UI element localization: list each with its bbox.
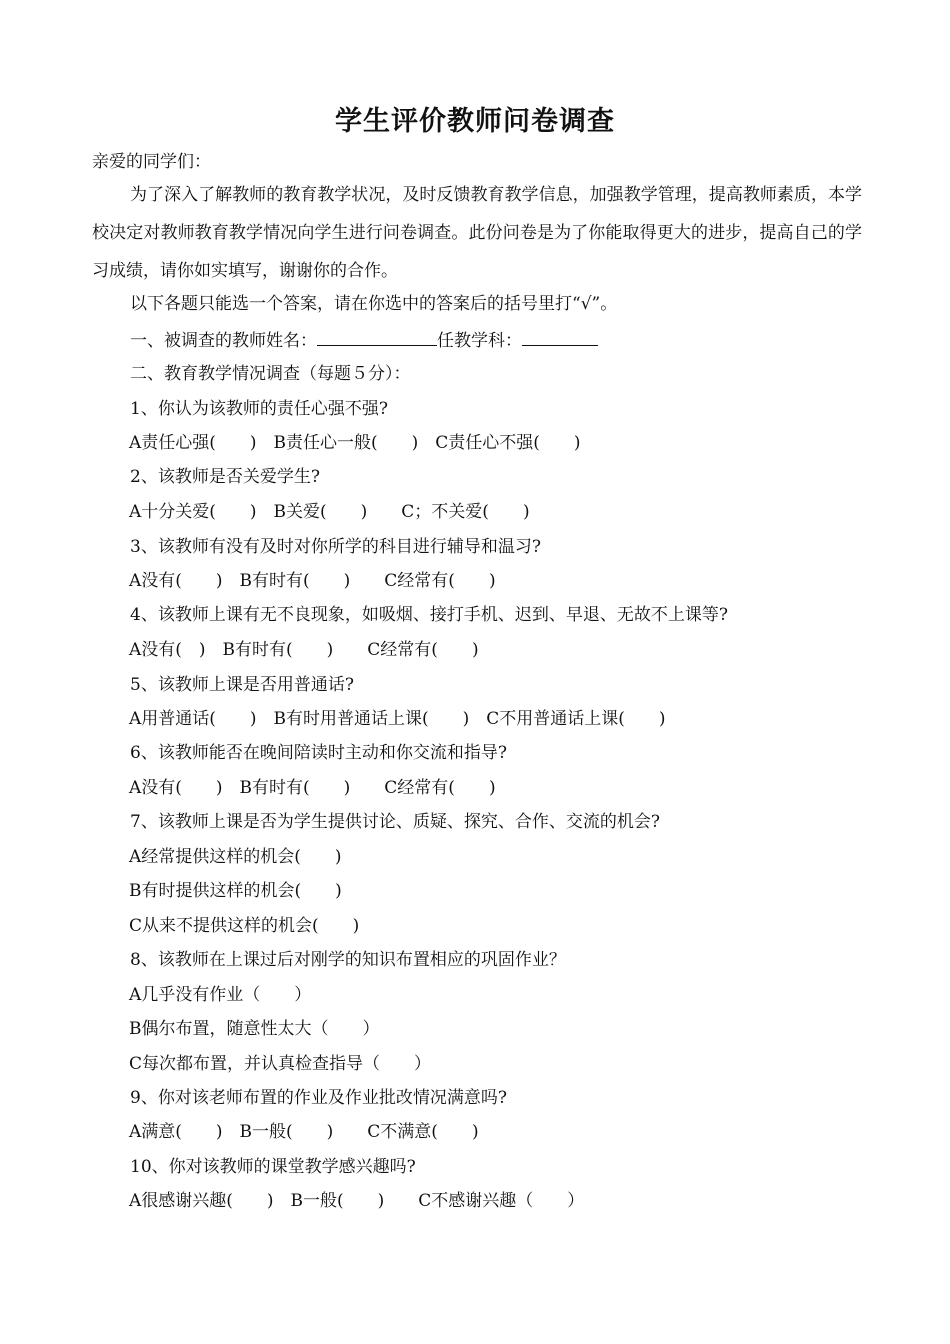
question-4: 4、该教师上课有无不良现象，如吸烟、接打手机、迟到、早退、无故不上课等?: [130, 605, 728, 625]
question-1-options[interactable]: A责任心强( ) B责任心一般( ) C责任心不强( ): [129, 433, 581, 453]
question-10: 10、你对该教师的课堂教学感兴趣吗?: [130, 1157, 416, 1177]
teacher-name-label: 一、被调查的教师姓名：: [130, 331, 317, 351]
question-5: 5、该教师上课是否用普通话?: [130, 675, 354, 695]
question-4-options[interactable]: A没有( ) B有时有( ) C经常有( ): [129, 640, 479, 660]
question-6-options[interactable]: A没有( ) B有时有( ) C经常有( ): [129, 778, 496, 798]
question-6: 6、该教师能否在晚间陪读时主动和你交流和指导?: [130, 743, 507, 763]
greeting: 亲爱的同学们：: [92, 152, 211, 172]
question-2-options[interactable]: A十分关爱( ) B关爱( ) C；不关爱( ): [129, 502, 530, 522]
question-8-option-c[interactable]: C每次都布置，并认真检查指导（ ）: [129, 1054, 432, 1074]
question-3-options[interactable]: A没有( ) B有时有( ) C经常有( ): [129, 571, 496, 591]
question-9-options[interactable]: A满意( ) B一般( ) C不满意( ): [129, 1122, 479, 1142]
question-10-options[interactable]: A很感谢兴趣( ) B一般( ) C不感谢兴趣（ ）: [129, 1191, 585, 1211]
question-8-option-b[interactable]: B偶尔布置，随意性太大（ ）: [129, 1019, 380, 1039]
intro-paragraph: 为了深入了解教师的教育教学状况，及时反馈教育教学信息，加强教学管理，提高教师素质，本学校决定对教师教育教学情况向学生进行问卷调查。此份问卷是为了你能取得更大的进步，提高自己的学习成绩，请你如实填写，谢谢你的合作。: [92, 185, 862, 281]
question-5-options[interactable]: A用普通话( ) B有时用普通话上课( ) C不用普通话上课( ): [129, 709, 666, 729]
question-7-option-a[interactable]: A经常提供这样的机会( ): [129, 847, 342, 867]
question-2: 2、该教师是否关爱学生?: [130, 467, 320, 487]
page-title: 学生评价教师问卷调查: [335, 106, 615, 137]
question-8-option-a[interactable]: A几乎没有作业（ ）: [129, 985, 312, 1005]
subject-label: 任教学科：: [437, 331, 522, 351]
subject-field[interactable]: [522, 327, 598, 346]
teacher-name-field[interactable]: [317, 327, 437, 346]
section2-heading: 二、教育教学情况调查（每题５分）：: [130, 364, 411, 384]
question-3: 3、该教师有没有及时对你所学的科目进行辅导和温习?: [130, 537, 541, 557]
question-9: 9、你对该老师布置的作业及作业批改情况满意吗?: [130, 1088, 507, 1108]
question-8: 8、该教师在上课过后对刚学的知识布置相应的巩固作业？: [130, 950, 566, 970]
question-7-option-b[interactable]: B有时提供这样的机会( ): [129, 881, 342, 901]
section1-teacher-info: [130, 327, 598, 353]
question-7: 7、该教师上课是否为学生提供讨论、质疑、探究、合作、交流的机会?: [130, 812, 660, 832]
instruction: 以下各题只能选一个答案，请在你选中的答案后的括号里打“√”。: [130, 294, 618, 314]
question-7-option-c[interactable]: C从来不提供这样的机会( ): [129, 916, 360, 936]
question-1: 1、你认为该教师的责任心强不强?: [130, 399, 388, 419]
